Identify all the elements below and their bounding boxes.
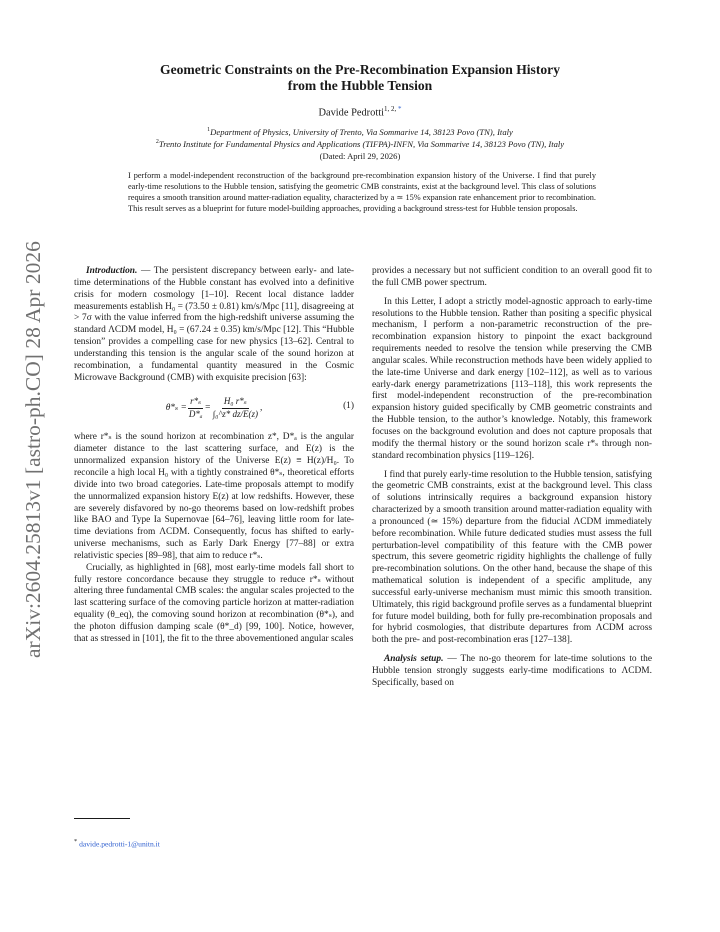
date-line: (Dated: April 29, 2026)	[319, 151, 401, 161]
right-paragraph-2: In this Letter, I adopt a strictly model-agnostic approach to early-time resolutions to the Hubble tension. Rather than positing a specific physical mechanism, I perform a non-parametric reconstruction of the pre-recombination expansion history to pinpoint the exact background requirements needed to resolve the tension while preserving the CMB angular scales. While reconstruction methods have been widely applied to the late-time Universe and dark energy [102–112], as well as to various early-dark energy parametrizations [113–118], this work represents the first model-independent reconstruction of the pre-recombination expansion history guided specifically by CMB geometric constraints and the Hubble tension, to the author’s knowledge. Notably, this framework focuses on the background evolution and does not capture proposals that modify the thermal history or the sound horizon scale r*ₛ through non-standard recombination physics [119–126].	[372, 296, 652, 461]
author-line	[60, 105, 660, 118]
left-column	[74, 266, 354, 646]
right-paragraph-4	[372, 654, 652, 690]
arxiv-identifier-text: arXiv:2604.25813v1 [astro-ph.CO] 28 Apr 2026	[21, 241, 45, 658]
affiliation-1-text: Department of Physics, University of Trento, Via Sommarive 14, 38123 Povo (TN), Italy	[210, 126, 513, 137]
eq-end: ,	[259, 402, 263, 413]
footnote-email-link[interactable]: davide.pedrotti-1@unitn.it	[79, 839, 160, 849]
footnote-mark: *	[74, 838, 78, 845]
right-paragraph-1: provides a necessary but not sufficient condition to an overall good fit to the full CMB power spectrum.	[372, 266, 652, 288]
abstract: I perform a model-independent reconstruction of the background pre-recombination expansion history of the Universe. I find that purely early-time resolutions to the Hubble tension, satisfying the geometric CMB constraints, exist at the background level. This class of solutions requires a smooth transition around matter-radiation equality, characterized by a ≃ 15% expansion rate enhancement prior to recombination. This result serves as a blueprint for future model-building approaches, providing a background stress-test for Hubble tension proposals.	[128, 171, 596, 214]
intro-paragraph-1	[74, 266, 354, 384]
eq-f2-denominator: ∫₀^z* dz/E(z)	[212, 408, 258, 419]
eq-fraction-1	[187, 396, 205, 421]
equation-1	[74, 388, 354, 428]
right-paragraph-3: I find that purely early-time resolution to the Hubble tension, satisfying the geometric CMB constraints, exist at the background level. This class of solutions intrinsically requires a background expansion history characterized by a smooth transition around matter-radiation equality with a pronounced (≃ 15%) departure from the fiducial ΛCDM immediately before recombination. While future dedicated studies must assess the full perturbation-level compatibility of this feature with the CMB power spectrum, this severe geometric rigidity highlights the challenge of fully pre-recombination solutions. On the other hand, because the shape of this mathematical solution is independent of a specific amplitude, any successful early-universe mechanism must mimic this smooth transition. Ultimately, this rigid background profile serves as a fundamental blueprint for future model building, both for fully pre-recombination proposals and for hybrid cosmologies, that distribute departures from ΛCDM across both the pre- and post-recombination eras [127–138].	[372, 469, 652, 646]
intro-p1-text: — The persistent discrepancy between early- and late-time determinations of the Hubble constant has evolved into a definitive crisis for modern cosmology [1–10]. Recent local distance ladder measurements establish H₀ = (73.50 ± 0.81) km/s/Mpc [11], disagreeing at > 7σ with the value inferred from the high-redshift universe assuming the standard ΛCDM model, H₀ = (67.24 ± 0.35) km/s/Mpc [12]. This “Hubble tension” provides a compelling case for new physics [13–62]. Central to understanding this tension is the angular scale of the sound horizon at recombination, a fundamental quantity measured in the Cosmic Microwave Background (CMB) with exquisite precision [63]:	[74, 266, 354, 383]
intro-paragraph-3: Crucially, as highlighted in [68], most early-time models fall short to fully restore concordance because they struggle to reduce r*ₛ without altering three fundamental CMB scales: the angular scales projected to the last scattering surface of the comoving particle horizon at matter-radiation equality (θ_eq), the comoving sound horizon at recombination (θ*ₛ), and the photon diffusion damping scale (θ*_d) [99, 100]. Notice, however, that as stressed in [101], the fit to the three abovementioned angular scales	[74, 562, 354, 644]
right-column	[372, 266, 652, 690]
eq-f1-numerator: r*ₛ	[188, 396, 203, 409]
arxiv-identifier[interactable]	[8, 222, 52, 662]
analysis-heading: Analysis setup.	[384, 654, 444, 665]
author-name: Davide Pedrotti	[318, 107, 384, 119]
intro-paragraph-2: where r*ₛ is the sound horizon at recombination z*, D*ₐ is the angular diameter distance to the last scattering surface, and E(z) is the unnormalized expansion history of the Universe E(z) ≡ H(z)/H₀. To reconcile a high local H₀ with a tightly constrained θ*ₛ, theoretical efforts divide into two broad categories. Late-time proposals attempt to modify the unnormalized expansion history E(z) at low redshifts. However, these are severely disfavored by no-go theorems based on low-redshift probes like BAO and Type Ia Supernovae [64–76], leaving little room for late-time deviations from ΛCDM. Consequently, focus has shifted to early-universe mechanisms, such as Early Dark Energy [77–88] or extra relativistic species [89–98], that aim to reduce r*ₛ.	[74, 432, 354, 561]
corresponding-author-mark[interactable]: *	[398, 105, 402, 113]
eq-mid: =	[204, 402, 211, 413]
affiliation-1	[60, 125, 660, 138]
analysis-text: — The no-go theorem for late-time solutions to the Hubble tension strongly suggests early-time modifications to ΛCDM. Specifically, based on	[372, 654, 652, 688]
title-line-2: from the Hubble Tension	[287, 78, 433, 93]
paper-title	[60, 62, 660, 94]
affiliation-1-mark: 1	[207, 127, 211, 133]
intro-heading: Introduction.	[86, 266, 138, 276]
affiliation-2-text: Trento Institute for Fundamental Physics and Applications (TIFPA)-INFN, Via Sommarive 14, 38123 Povo (TN), Italy	[158, 138, 565, 149]
affiliation-marks: 1, 2,	[384, 105, 398, 113]
equation-number: (1)	[343, 401, 354, 412]
eq-f2-numerator: H₀ r*ₛ	[222, 396, 249, 409]
footnote-divider	[74, 818, 130, 819]
affiliation-2-mark: 2	[155, 139, 159, 145]
eq-f1-denominator: D*ₐ	[188, 408, 203, 419]
eq-lhs: θ*ₛ =	[165, 402, 187, 413]
footnote	[74, 838, 160, 849]
affiliation-2	[60, 137, 660, 150]
title-line-1: Geometric Constraints on the Pre-Recombination Expansion History	[160, 62, 560, 77]
eq-fraction-2	[211, 396, 263, 421]
